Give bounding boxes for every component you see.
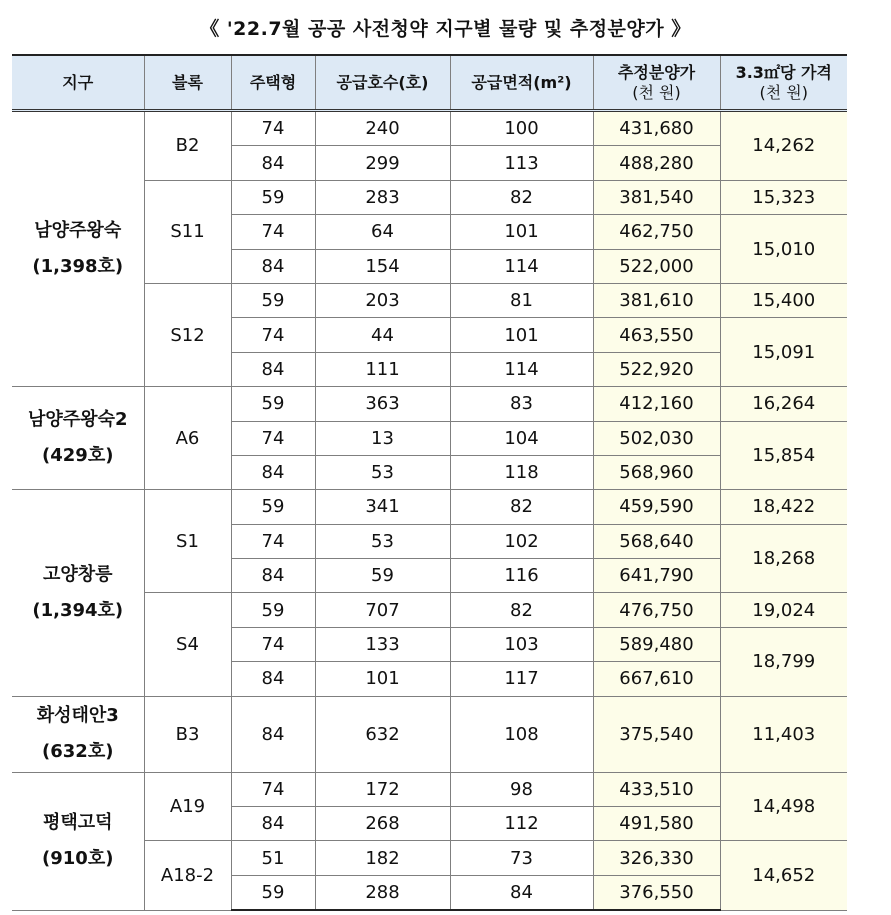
house-type-cell: 74 [231,318,315,352]
supply-units-cell: 341 [315,490,450,524]
header-estimated-price-title: 추정분양가 [617,63,696,83]
district-cell [12,772,144,910]
supply-area-cell: 116 [450,559,593,593]
header-house-type: 주택형 [231,55,315,111]
header-price-per-3.3 [720,55,847,111]
estimated-price-cell: 641,790 [593,559,720,593]
estimated-price-cell: 491,580 [593,807,720,841]
house-type-cell: 59 [231,490,315,524]
district-total: (1,398호) [32,256,124,278]
document-title: 《 '22.7월 공공 사전청약 지구별 물량 및 추정분양가 》 [200,18,691,40]
price-per-3.3-cell: 14,498 [720,772,847,841]
district-total: (632호) [42,741,114,763]
supply-area-cell: 73 [450,841,593,875]
supply-units-cell: 182 [315,841,450,875]
estimated-price-cell: 462,750 [593,215,720,249]
district-cell [12,490,144,696]
estimated-price-cell: 463,550 [593,318,720,352]
supply-units-cell: 13 [315,421,450,455]
price-per-3.3-cell: 15,854 [720,421,847,490]
estimated-price-cell: 488,280 [593,146,720,180]
supply-area-cell: 82 [450,180,593,214]
estimated-price-cell: 376,550 [593,875,720,910]
estimated-price-cell: 522,000 [593,249,720,283]
supply-area-cell: 113 [450,146,593,180]
table-row [12,772,847,806]
table-row [12,111,847,146]
supply-area-cell: 101 [450,318,593,352]
header-price-per-3.3-unit: (천 원) [759,82,808,102]
supply-units-cell: 101 [315,662,450,696]
price-per-3.3-cell: 15,091 [720,318,847,387]
block-cell: A18-2 [144,841,231,910]
house-type-cell: 59 [231,387,315,421]
house-type-cell: 59 [231,283,315,317]
block-cell: S1 [144,490,231,593]
house-type-cell: 84 [231,696,315,772]
price-per-3.3-cell: 15,010 [720,215,847,284]
supply-units-cell: 64 [315,215,450,249]
supply-units-cell: 363 [315,387,450,421]
house-type-cell: 74 [231,772,315,806]
district-name: 화성태안3 [36,705,119,727]
price-per-3.3-cell: 15,323 [720,180,847,214]
price-per-3.3-cell: 19,024 [720,593,847,627]
house-type-cell: 84 [231,662,315,696]
house-type-cell: 84 [231,455,315,489]
estimated-price-cell: 667,610 [593,662,720,696]
house-type-cell: 84 [231,559,315,593]
block-cell: S4 [144,593,231,696]
district-name: 남양주왕숙2 [28,409,128,431]
house-type-cell: 84 [231,249,315,283]
estimated-price-cell: 589,480 [593,627,720,661]
supply-units-cell: 268 [315,807,450,841]
house-type-cell: 84 [231,352,315,386]
supply-area-cell: 118 [450,455,593,489]
district-total: (1,394호) [32,599,124,621]
table-row [12,696,847,772]
supply-area-cell: 117 [450,662,593,696]
supply-units-cell: 172 [315,772,450,806]
estimated-price-cell: 459,590 [593,490,720,524]
estimated-price-cell: 502,030 [593,421,720,455]
header-row [12,55,847,111]
supply-units-cell: 283 [315,180,450,214]
supply-units-cell: 53 [315,524,450,558]
house-type-cell: 74 [231,421,315,455]
supply-units-cell: 44 [315,318,450,352]
supply-units-cell: 53 [315,455,450,489]
house-type-cell: 59 [231,180,315,214]
district-name: 고양창릉 [42,563,113,585]
supply-area-cell: 98 [450,772,593,806]
district-cell [12,387,144,490]
header-estimated-price [593,55,720,111]
supply-area-cell: 82 [450,490,593,524]
price-per-3.3-cell: 16,264 [720,387,847,421]
price-table-container [12,54,847,911]
house-type-cell: 74 [231,524,315,558]
supply-units-cell: 707 [315,593,450,627]
supply-units-cell: 240 [315,111,450,146]
price-per-3.3-cell: 15,400 [720,283,847,317]
block-cell: B2 [144,111,231,181]
estimated-price-cell: 381,610 [593,283,720,317]
supply-units-cell: 632 [315,696,450,772]
district-total: (910호) [42,848,114,870]
price-per-3.3-cell: 11,403 [720,696,847,772]
estimated-price-cell: 568,960 [593,455,720,489]
supply-units-cell: 203 [315,283,450,317]
house-type-cell: 84 [231,807,315,841]
estimated-price-cell: 326,330 [593,841,720,875]
supply-area-cell: 81 [450,283,593,317]
header-supply-units: 공급호수(호) [315,55,450,111]
supply-units-cell: 154 [315,249,450,283]
district-cell [12,696,144,772]
supply-area-cell: 114 [450,249,593,283]
house-type-cell: 74 [231,215,315,249]
estimated-price-cell: 412,160 [593,387,720,421]
block-cell: A19 [144,772,231,841]
block-cell: S11 [144,180,231,283]
house-type-cell: 74 [231,627,315,661]
supply-area-cell: 83 [450,387,593,421]
price-per-3.3-cell: 18,268 [720,524,847,593]
estimated-price-cell: 381,540 [593,180,720,214]
house-type-cell: 84 [231,146,315,180]
supply-area-cell: 108 [450,696,593,772]
supply-area-cell: 103 [450,627,593,661]
house-type-cell: 59 [231,875,315,910]
supply-units-cell: 288 [315,875,450,910]
header-estimated-price-unit: (천 원) [632,82,681,102]
house-type-cell: 51 [231,841,315,875]
estimated-price-cell: 476,750 [593,593,720,627]
supply-area-cell: 82 [450,593,593,627]
price-per-3.3-cell: 14,262 [720,111,847,181]
price-per-3.3-cell: 18,422 [720,490,847,524]
header-supply-area: 공급면적(m²) [450,55,593,111]
supply-area-cell: 101 [450,215,593,249]
supply-units-cell: 133 [315,627,450,661]
table-row [12,387,847,421]
estimated-price-cell: 433,510 [593,772,720,806]
estimated-price-cell: 431,680 [593,111,720,146]
house-type-cell: 74 [231,111,315,146]
estimated-price-cell: 522,920 [593,352,720,386]
district-total: (429호) [42,445,114,467]
estimated-price-cell: 375,540 [593,696,720,772]
price-table [12,54,847,911]
supply-units-cell: 299 [315,146,450,180]
house-type-cell: 59 [231,593,315,627]
supply-area-cell: 102 [450,524,593,558]
supply-area-cell: 100 [450,111,593,146]
price-per-3.3-cell: 18,799 [720,627,847,696]
header-district: 지구 [12,55,144,111]
district-cell [12,111,144,387]
supply-units-cell: 111 [315,352,450,386]
supply-area-cell: 84 [450,875,593,910]
block-cell: S12 [144,283,231,386]
supply-area-cell: 114 [450,352,593,386]
estimated-price-cell: 568,640 [593,524,720,558]
district-name: 남양주왕숙 [34,220,122,242]
supply-area-cell: 112 [450,807,593,841]
block-cell: B3 [144,696,231,772]
header-price-per-3.3-title: 3.3㎡당 가격 [735,63,832,83]
table-row [12,490,847,524]
price-per-3.3-cell: 14,652 [720,841,847,910]
block-cell: A6 [144,387,231,490]
header-block: 블록 [144,55,231,111]
supply-units-cell: 59 [315,559,450,593]
supply-area-cell: 104 [450,421,593,455]
district-name: 평택고덕 [42,812,113,834]
